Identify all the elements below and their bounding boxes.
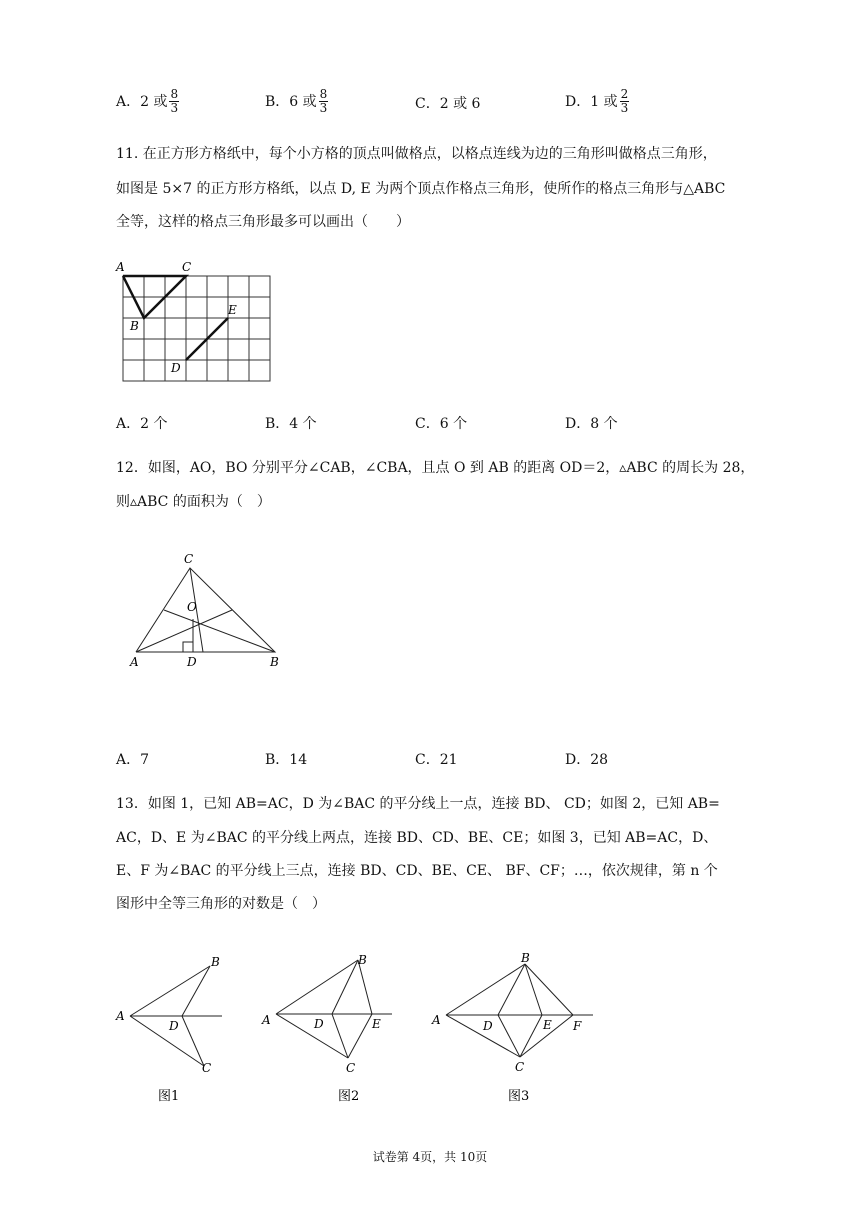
right-angle-mark [183, 642, 193, 652]
label-b: B [358, 953, 367, 967]
fraction: $\frac{2}{3}$ [620, 87, 629, 115]
q11-line-1: 11. 在正方形方格纸中，每个小方格的顶点叫做格点，以格点连线为边的三角形叫做格点三角形， [116, 146, 717, 162]
q11-line-2: 如图是 5×7 的正方形方格纸，以点 D, E 为两个顶点作格点三角形，使所作的格点三角形与△ABC [116, 181, 726, 197]
q13-figure-3 [428, 944, 603, 1108]
q10-option-c: C．2 或 6 [415, 96, 481, 112]
q13-line-3: E、F 为∠BAC 的平分线上三点，连接 BD、CD、BE、CE、 BF、CF；…，依次规律，第 n 个 [116, 863, 718, 879]
label-d: D [171, 361, 181, 375]
q12-option-d: D．28 [565, 752, 609, 768]
bisector-b [164, 610, 275, 652]
q12-triangle-figure [124, 548, 289, 673]
label-d: D [314, 1017, 324, 1031]
caption-figure-2: 图2 [338, 1089, 360, 1104]
q12-line-2: 则▵ABC 的面积为（ ） [116, 494, 271, 510]
q11-option-d: D．8 个 [565, 416, 618, 432]
grid-lines [123, 276, 270, 381]
q12-option-b: B．14 [265, 752, 308, 768]
segment-bd [498, 964, 525, 1015]
segment-ce [348, 1014, 372, 1058]
label-o: O [187, 600, 197, 614]
label-a: A [116, 260, 125, 274]
label-e: E [543, 1018, 552, 1032]
label-c: C [202, 1061, 212, 1075]
label-b: B [130, 319, 139, 333]
segment-bd [182, 966, 210, 1016]
q12-option-c: C．21 [415, 752, 458, 768]
label-b: B [270, 655, 279, 669]
segment-ac [276, 1014, 348, 1058]
q12-option-a: A．7 [116, 752, 150, 768]
q13-line-2: AC，D、E 为∠BAC 的平分线上两点，连接 BD、CD、BE、CE；如图 3，已知 AB=AC，D、 [116, 830, 718, 846]
segment-be [358, 960, 372, 1014]
label-c: C [184, 552, 194, 566]
label-a: A [116, 1009, 125, 1023]
segment-bf [525, 964, 573, 1015]
label-c: C [182, 260, 192, 274]
label-d: D [169, 1019, 179, 1033]
q11-option-b: B．4 个 [265, 416, 317, 432]
q13-line-4: 图形中全等三角形的对数是（ ） [116, 896, 326, 912]
label-b: B [211, 955, 220, 969]
caption-figure-1: 图1 [158, 1089, 180, 1104]
q11-option-c: C．6 个 [415, 416, 468, 432]
q13-figure-2 [258, 948, 398, 1108]
q10-option-b: B．6 或 $\frac{8}{3}$ [265, 87, 328, 115]
label-a: A [262, 1013, 271, 1027]
label-d: D [483, 1019, 493, 1033]
triangle-abc [136, 568, 275, 652]
q12-line-1: 12．如图，AO，BO 分别平分∠CAB，∠CBA，且点 O 到 AB 的距离 OD＝2，▵ABC 的周长为 28， [116, 460, 755, 476]
segment-ce [520, 1015, 542, 1057]
label-c: C [515, 1060, 525, 1074]
q11-grid-figure [112, 256, 282, 386]
fraction: $\frac{8}{3}$ [319, 87, 328, 115]
segment-ab [130, 966, 210, 1016]
label-f: F [573, 1019, 582, 1033]
label-e: E [228, 303, 237, 317]
q10-option-a: A．2 或 $\frac{8}{3}$ [116, 87, 179, 115]
segment-ab [446, 964, 525, 1015]
label-c: C [346, 1061, 356, 1075]
segment-ab [276, 960, 358, 1014]
caption-figure-3: 图3 [508, 1089, 530, 1104]
q11-option-a: A．2 个 [116, 416, 168, 432]
q13-line-1: 13．如图 1，已知 AB=AC，D 为∠BAC 的平分线上一点，连接 BD、 CD；如图 2，已知 AB= [116, 796, 720, 812]
q10-option-d: D．1 或 $\frac{2}{3}$ [565, 87, 629, 115]
label-b: B [521, 951, 530, 965]
bisector-a [136, 610, 232, 652]
label-d: D [187, 655, 197, 669]
segment-cd [332, 1014, 348, 1058]
segment-be [525, 964, 542, 1015]
label-e: E [372, 1017, 381, 1031]
q11-line-3: 全等，这样的格点三角形最多可以画出（ ） [116, 214, 410, 230]
q13-figure-1 [112, 948, 232, 1108]
label-a: A [432, 1013, 441, 1027]
label-a: A [130, 655, 139, 669]
page-footer: 试卷第 4页，共 10页 [372, 1150, 488, 1164]
fraction: $\frac{8}{3}$ [170, 87, 179, 115]
